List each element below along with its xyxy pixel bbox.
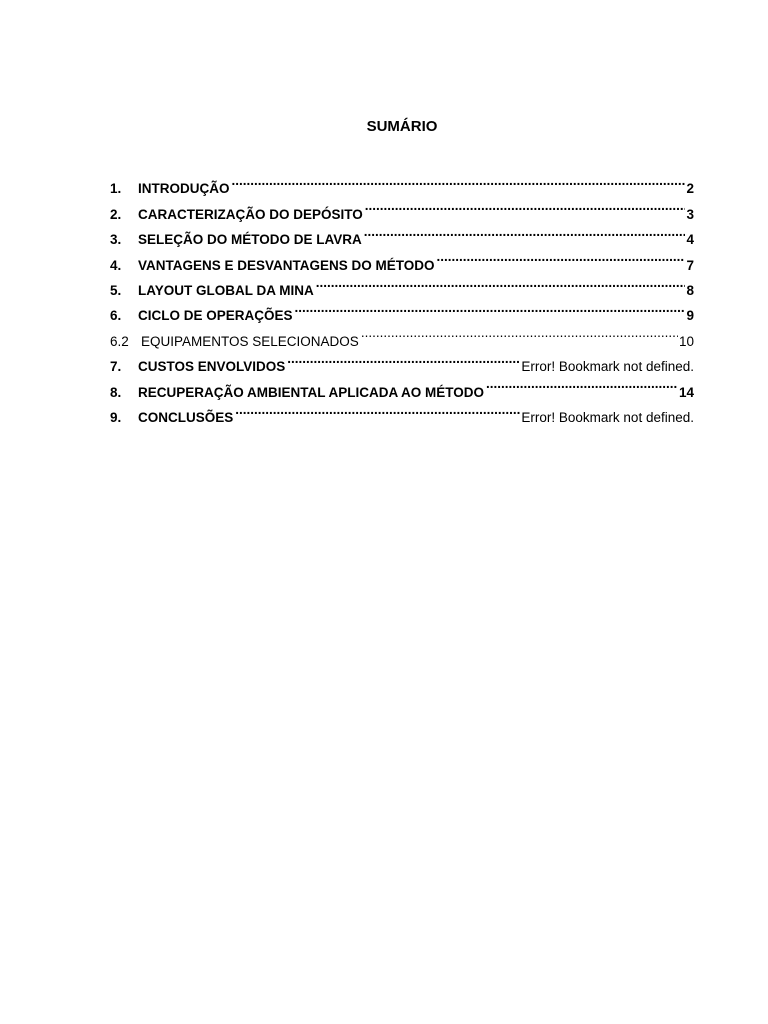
toc-entry-label: CONCLUSÕES: [138, 409, 234, 425]
toc-title: SUMÁRIO: [366, 118, 438, 135]
toc-entry-label: CARACTERIZAÇÃO DO DEPÓSITO: [138, 206, 363, 222]
toc-dot-leader: [486, 371, 678, 396]
toc-list: [110, 168, 694, 425]
toc-dot-leader: [361, 320, 678, 345]
toc-entry-page-error: Error! Bookmark not defined.: [521, 359, 694, 375]
toc-entry-number: 4.: [110, 257, 122, 273]
toc-entry-label: RECUPERAÇÃO AMBIENTAL APLICADA AO MÉTODO: [138, 384, 485, 400]
toc-entry-label: SELEÇÃO DO MÉTODO DE LAVRA: [138, 232, 362, 248]
toc-entry-page: 4: [686, 232, 694, 248]
toc-entry-label: CUSTOS ENVOLVIDOS: [138, 359, 286, 375]
toc-entry-page: 3: [686, 206, 694, 222]
toc-entry-label: CICLO DE OPERAÇÕES: [138, 308, 293, 324]
toc-dot-leader: [316, 270, 686, 295]
toc-dot-leader: [287, 346, 520, 371]
toc-entry-page: 10: [678, 333, 694, 349]
toc-dot-leader: [365, 193, 686, 218]
toc-dot-leader: [232, 168, 686, 193]
toc-dot-leader: [235, 397, 520, 422]
toc-entry-page: 8: [686, 282, 694, 298]
toc-entry-label: LAYOUT GLOBAL DA MINA: [138, 282, 314, 298]
toc-entry-number: 6.2: [110, 333, 129, 349]
toc-entry-label: VANTAGENS E DESVANTAGENS DO MÉTODO: [138, 257, 435, 273]
toc-dot-leader: [295, 295, 686, 320]
toc-entry-label: INTRODUÇÃO: [138, 181, 230, 197]
toc-entry-number: 8.: [110, 384, 122, 400]
toc-entry-label: EQUIPAMENTOS SELECIONADOS: [141, 333, 359, 349]
toc-entry-number: 1.: [110, 181, 122, 197]
toc-entry-number: 2.: [110, 206, 122, 222]
toc-entry-number: 5.: [110, 282, 122, 298]
toc-entry[interactable]: [110, 168, 694, 197]
toc-entry-page: 14: [678, 384, 694, 400]
toc-entry-number: 9.: [110, 409, 122, 425]
toc-dot-leader: [364, 219, 686, 244]
toc-entry-page-error: Error! Bookmark not defined.: [521, 409, 694, 425]
toc-entry-page: 2: [686, 181, 694, 197]
toc-entry-page: 7: [686, 257, 694, 273]
toc-entry-number: 6.: [110, 308, 122, 324]
toc-entry-number: 7.: [110, 359, 122, 375]
toc-entry-number: 3.: [110, 232, 122, 248]
toc-entry-page: 9: [686, 308, 694, 324]
toc-dot-leader: [437, 244, 686, 269]
